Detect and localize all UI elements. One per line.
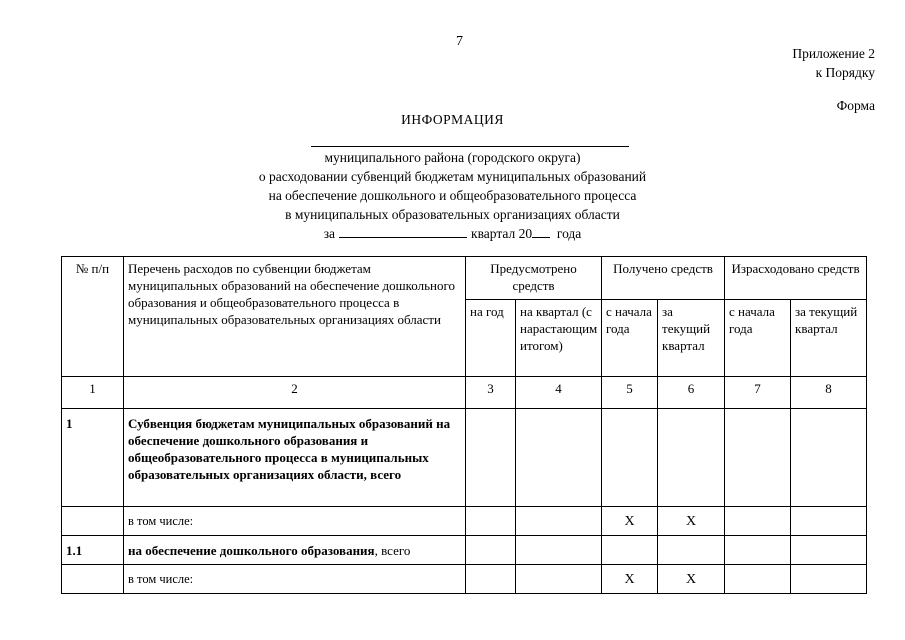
cell-per-year[interactable] (466, 409, 516, 507)
cell-received-current-quarter[interactable]: Х (658, 507, 725, 536)
table-row (62, 536, 867, 565)
cell-received-from-start[interactable] (602, 409, 658, 507)
row-number: 1 (62, 409, 124, 507)
row-description-bold: Субвенция бюджетам муниципальных образований на обеспечение дошкольного образования и общеобразовательного процесса в муниципальных образовательных организациях области, всего (128, 416, 451, 482)
page-number: 7 (456, 34, 463, 49)
subtitle-line-4: в муниципальных образовательных организациях области (285, 207, 620, 222)
cell-per-year[interactable] (466, 507, 516, 536)
cell-spent-from-start[interactable] (725, 565, 791, 594)
period-mid: квартал 20 (471, 226, 533, 241)
subtitle-line-1: муниципального района (городского округа) (324, 150, 581, 165)
cell-spent-current-quarter[interactable] (791, 409, 867, 507)
row-description-bold: на обеспечение дошкольного образования (128, 542, 375, 558)
table-row (62, 565, 867, 594)
column-number: 8 (791, 377, 867, 409)
column-number: 3 (466, 377, 516, 409)
row-description-normal: , всего (374, 542, 411, 558)
column-number: 7 (725, 377, 791, 409)
header-spent: Израсходовано средств (725, 257, 867, 300)
column-number: 2 (124, 377, 466, 409)
cell-per-year[interactable] (466, 565, 516, 594)
header-from-start: с начала года (602, 300, 658, 377)
subtitle-line-2: о расходовании субвенций бюджетам муниципальных образований (258, 169, 647, 184)
header-list: Перечень расходов по субвенции бюджетам муниципальных образований на обеспечение дошкольного образования и общеобразовательного процесса в муниципальных образовательных организациях области (124, 257, 466, 377)
header-received: Получено средств (602, 257, 725, 300)
cell-received-current-quarter[interactable] (658, 536, 725, 565)
cell-per-quarter[interactable] (516, 507, 602, 536)
cell-per-quarter[interactable] (516, 565, 602, 594)
header-per-quarter: на квартал (с нарастающим итогом) (516, 300, 602, 377)
period-suffix: года (556, 226, 582, 241)
cell-received-from-start[interactable]: Х (602, 565, 658, 594)
header-per-year: на год (466, 300, 516, 377)
cell-received-from-start[interactable] (602, 536, 658, 565)
header-row-1 (62, 257, 867, 300)
period-prefix: за (323, 226, 336, 241)
header-no: № п/п (62, 257, 124, 377)
quarter-blank[interactable] (339, 227, 467, 238)
cell-received-from-start[interactable]: Х (602, 507, 658, 536)
table-row (62, 507, 867, 536)
cell-per-quarter[interactable] (516, 409, 602, 507)
header-spent-from-start: с начала года (725, 300, 791, 377)
table-row (62, 409, 867, 507)
cell-spent-from-start[interactable] (725, 409, 791, 507)
cell-per-year[interactable] (466, 536, 516, 565)
document-title: ИНФОРМАЦИЯ (401, 112, 504, 127)
appendix-line-1: Приложение 2 (792, 46, 875, 61)
municipality-blank-line[interactable] (311, 146, 629, 147)
cell-received-current-quarter[interactable] (658, 409, 725, 507)
expenditure-table (61, 256, 867, 594)
column-number: 1 (62, 377, 124, 409)
cell-spent-from-start[interactable] (725, 507, 791, 536)
row-number: 1.1 (62, 536, 124, 565)
column-number-row (62, 377, 867, 409)
cell-received-current-quarter[interactable]: Х (658, 565, 725, 594)
year-blank[interactable] (532, 227, 550, 238)
row-number (62, 507, 124, 536)
subtitle-line-3: на обеспечение дошкольного и общеобразовательного процесса (268, 188, 637, 203)
appendix-line-2: к Порядку (815, 65, 875, 80)
appendix-reference (792, 44, 875, 82)
cell-spent-from-start[interactable] (725, 536, 791, 565)
period-line (324, 224, 582, 243)
row-number (62, 565, 124, 594)
header-spent-current-quarter: за текущий квартал (791, 300, 867, 377)
column-number: 6 (658, 377, 725, 409)
cell-spent-current-quarter[interactable] (791, 565, 867, 594)
header-planned: Предусмотрено средств (466, 257, 602, 300)
column-number: 5 (602, 377, 658, 409)
cell-spent-current-quarter[interactable] (791, 536, 867, 565)
row-description (124, 536, 466, 565)
form-label: Форма (836, 98, 875, 113)
column-number: 4 (516, 377, 602, 409)
header-current-quarter: за текущий квартал (658, 300, 725, 377)
cell-spent-current-quarter[interactable] (791, 507, 867, 536)
document-subtitle (0, 148, 905, 243)
row-description (124, 409, 466, 507)
row-description: в том числе: (124, 565, 466, 594)
cell-per-quarter[interactable] (516, 536, 602, 565)
row-description: в том числе: (124, 507, 466, 536)
